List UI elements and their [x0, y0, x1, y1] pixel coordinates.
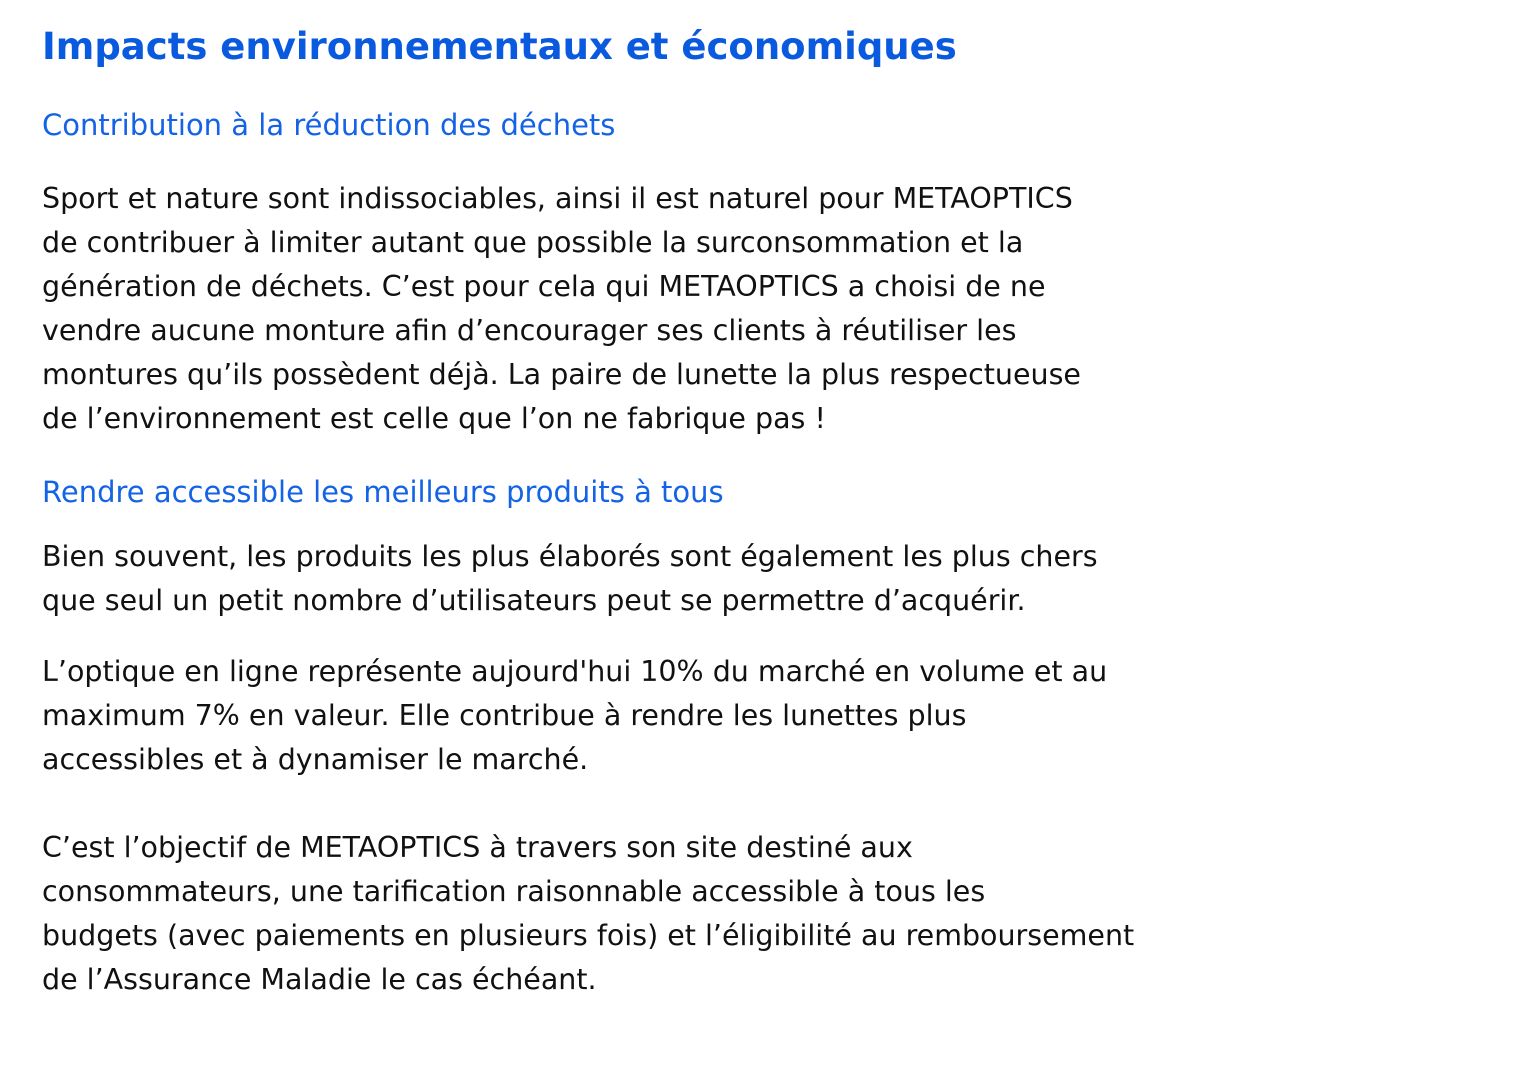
- text-line: consommateurs, une tarification raisonnable accessible à tous les: [42, 875, 986, 908]
- text-line: montures qu’ils possèdent déjà. La paire de lunette la plus respectueuse: [42, 358, 1081, 391]
- page-title: Impacts environnementaux et économiques: [42, 25, 957, 68]
- text-line: génération de déchets. C’est pour cela qui METAOPTICS a choisi de ne: [42, 270, 1046, 303]
- text-line: de l’Assurance Maladie le cas échéant.: [42, 963, 597, 996]
- text-line: maximum 7% en valeur. Elle contribue à rendre les lunettes plus: [42, 699, 967, 732]
- text-line: de contribuer à limiter autant que possible la surconsommation et la: [42, 226, 1024, 259]
- paragraph-metaoptics-objective: [42, 826, 1502, 1002]
- paragraph-waste-reduction: [42, 177, 1502, 441]
- text-line: L’optique en ligne représente aujourd'hui 10% du marché en volume et au: [42, 655, 1108, 688]
- paragraph-premium-products: [42, 535, 1502, 623]
- section-heading-waste-reduction: Contribution à la réduction des déchets: [42, 108, 616, 142]
- text-line: de l’environnement est celle que l’on ne fabrique pas !: [42, 402, 826, 435]
- paragraph-online-optics-market: [42, 650, 1502, 782]
- text-line: accessibles et à dynamiser le marché.: [42, 743, 589, 776]
- text-line: que seul un petit nombre d’utilisateurs peut se permettre d’acquérir.: [42, 584, 1026, 617]
- section-heading-accessibility: Rendre accessible les meilleurs produits à tous: [42, 475, 724, 509]
- text-line: Bien souvent, les produits les plus élaborés sont également les plus chers: [42, 540, 1098, 573]
- text-line: C’est l’objectif de METAOPTICS à travers son site destiné aux: [42, 831, 913, 864]
- text-line: budgets (avec paiements en plusieurs fois) et l’éligibilité au remboursement: [42, 919, 1135, 952]
- text-line: Sport et nature sont indissociables, ainsi il est naturel pour METAOPTICS: [42, 182, 1073, 215]
- text-line: vendre aucune monture afin d’encourager ses clients à réutiliser les: [42, 314, 1017, 347]
